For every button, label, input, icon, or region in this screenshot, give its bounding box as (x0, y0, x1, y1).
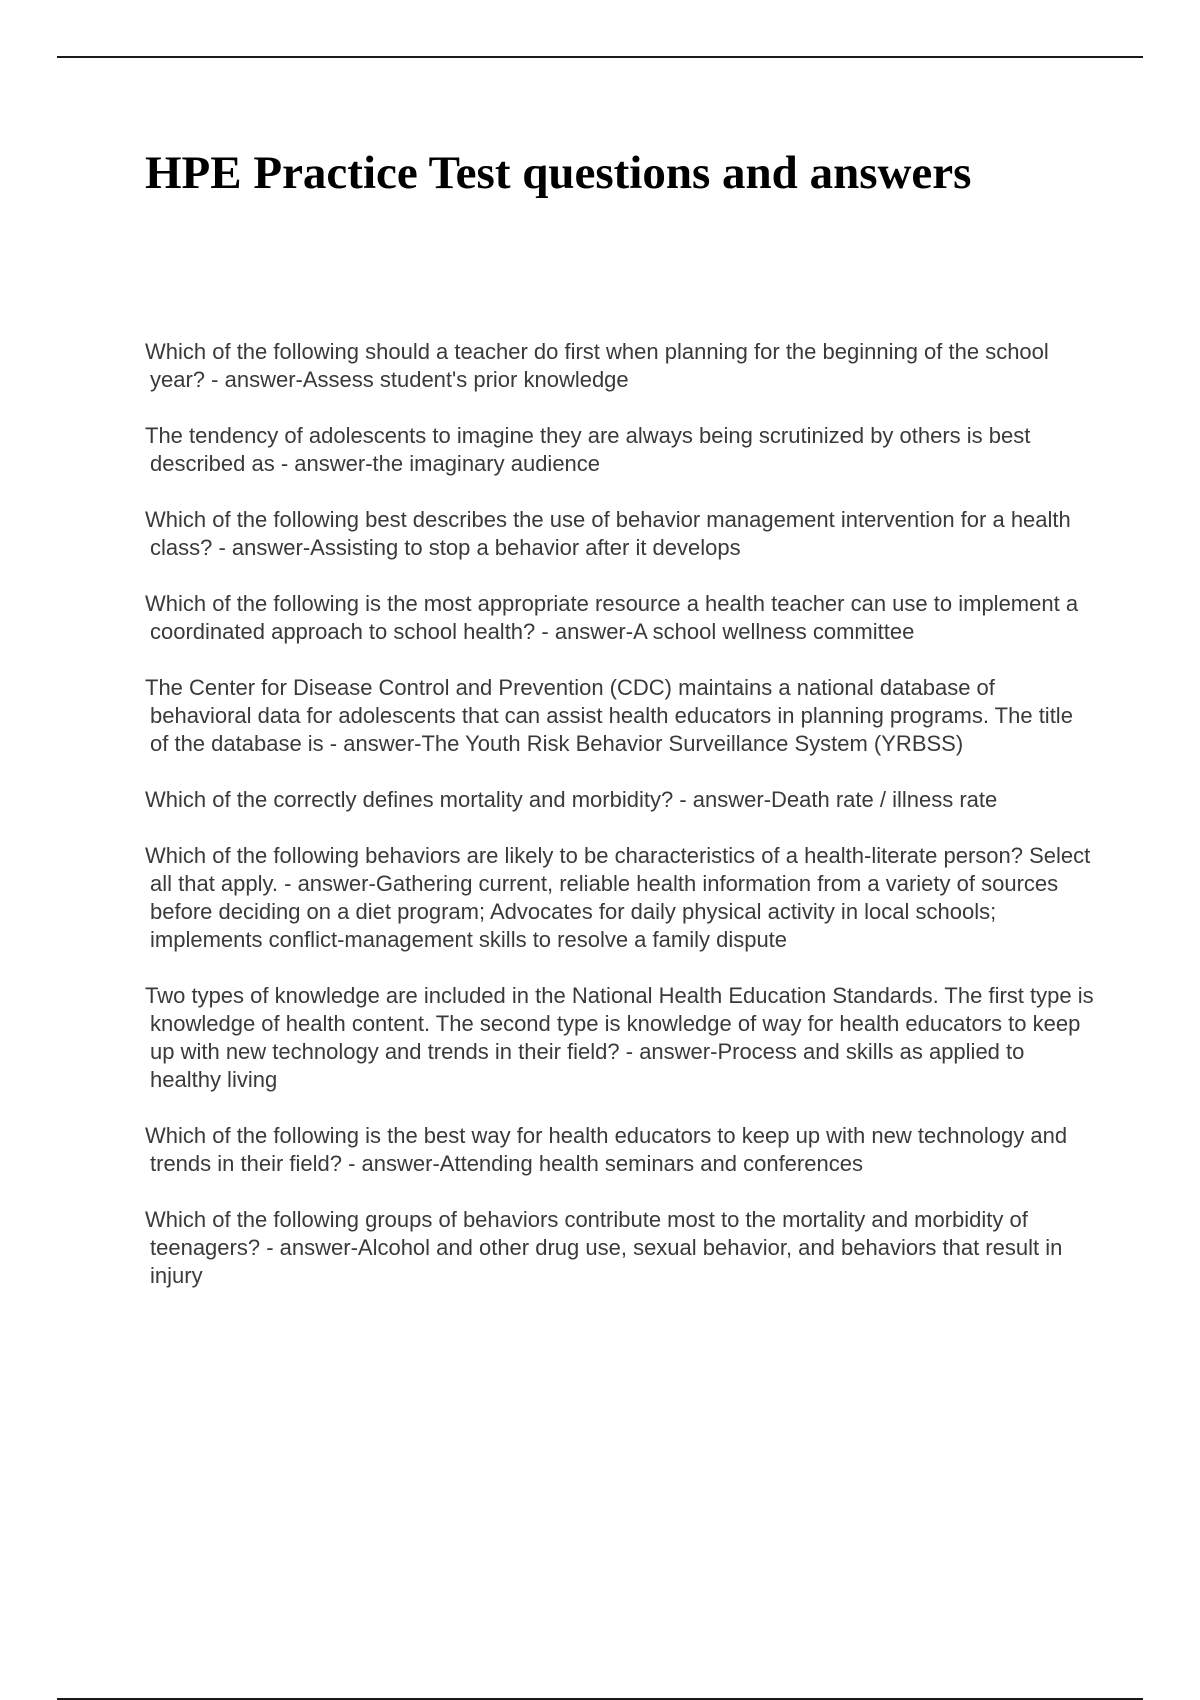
answer-separator: - answer- (205, 367, 303, 392)
qa-item (145, 590, 1095, 646)
question-text: Which of the correctly defines mortality and morbidity? (145, 787, 674, 812)
qa-item (145, 338, 1095, 394)
answer-separator: - answer- (212, 535, 311, 560)
answer-separator: - answer- (323, 731, 422, 756)
answer-separator: - answer- (673, 787, 772, 812)
qa-item (145, 786, 1095, 814)
answer-text: Gathering current, reliable health information from a variety of sources before deciding on a diet program; Advocates for daily physical activity in local schools; implements conflict-management skills to resolve a family dispute (150, 871, 1059, 952)
question-text: Which of the following should a teacher do first when planning for the beginning of the school year? (145, 339, 1049, 392)
qa-item (145, 1122, 1095, 1178)
qa-item (145, 842, 1095, 954)
question-text: Which of the following is the most appropriate resource a health teacher can use to implement a coordinated approach to school health? (145, 591, 1079, 644)
answer-text: The Youth Risk Behavior Surveillance System (YRBSS) (421, 731, 964, 756)
document-title: HPE Practice Test questions and answers (145, 147, 972, 199)
question-text: Which of the following groups of behaviors contribute most to the mortality and morbidity of teenagers? (145, 1207, 1028, 1260)
qa-item (145, 422, 1095, 478)
answer-separator: - answer- (274, 451, 373, 476)
answer-text: Attending health seminars and conferences (439, 1151, 863, 1176)
question-text: The Center for Disease Control and Prevention (CDC) maintains a national database of behavioral data for adolescents that can assist health educators in planning programs. The title of the database is (145, 675, 1073, 756)
qa-item (145, 982, 1095, 1094)
qa-item (145, 674, 1095, 758)
answer-text: A school wellness committee (633, 619, 915, 644)
answer-text: Assisting to stop a behavior after it develops (310, 535, 741, 560)
question-text: The tendency of adolescents to imagine they are always being scrutinized by others is best described as (145, 423, 1031, 476)
answer-separator: - answer- (278, 871, 376, 896)
answer-separator: - answer- (260, 1235, 358, 1260)
answer-separator: - answer- (619, 1039, 718, 1064)
question-text: Which of the following is the best way for health educators to keep up with new technology and trends in their field? (145, 1123, 1068, 1176)
question-text: Which of the following behaviors are likely to be characteristics of a health-literate person? Select all that apply. (145, 843, 1091, 896)
answer-separator: - answer- (342, 1151, 440, 1176)
answer-text: Process and skills as applied to healthy living (150, 1039, 1025, 1092)
answer-text: Death rate / illness rate (771, 787, 998, 812)
answer-text: Assess student's prior knowledge (302, 367, 629, 392)
answer-text: Alcohol and other drug use, sexual behavior, and behaviors that result in injury (150, 1235, 1063, 1288)
top-rule (57, 56, 1143, 58)
answer-text: the imaginary audience (372, 451, 601, 476)
answer-separator: - answer- (535, 619, 634, 644)
question-text: Which of the following best describes the use of behavior management intervention for a health class? (145, 507, 1071, 560)
qa-list (145, 338, 1095, 1318)
question-text: Two types of knowledge are included in the National Health Education Standards. The first type is knowledge of health content. The second type is knowledge of way for health educators to keep up with new technology and trends in their field? (145, 983, 1094, 1064)
qa-item (145, 506, 1095, 562)
qa-item (145, 1206, 1095, 1290)
